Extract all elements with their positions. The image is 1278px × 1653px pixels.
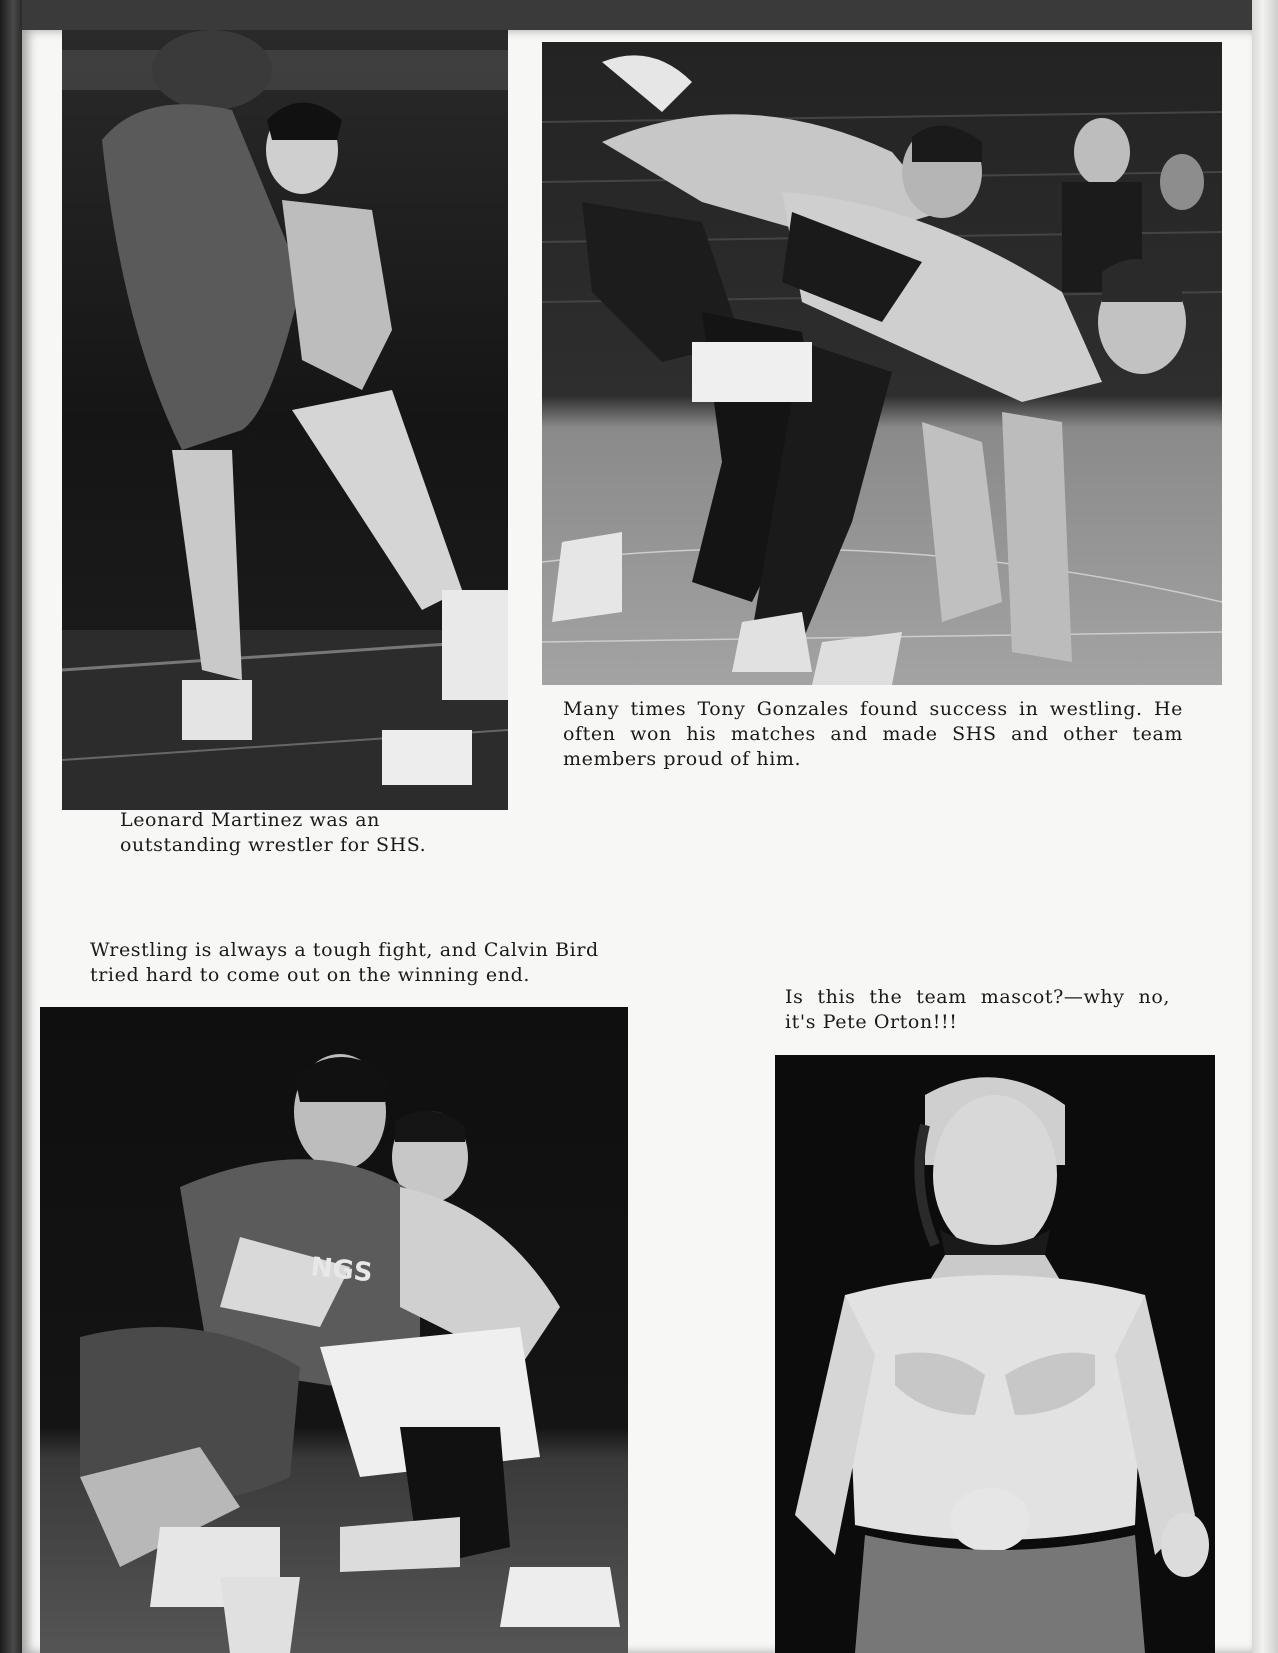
caption-pete-orton: Is this the team mascot?—why no, it's Pete Orton!!! [785,986,1170,1033]
photo-calvin-bird [40,1007,628,1653]
caption-leonard-martinez: Leonard Martinez was an outstanding wrestler for SHS. [120,809,427,856]
caption-calvin-bird: Wrestling is always a tough fight, and Calvin Bird tried hard to come out on the winning end. [90,939,599,986]
caption-tony-gonzales: Many times Tony Gonzales found success in westling. He often won his matches and made SHS and other team members proud of him. [563,698,1183,770]
photo-tony-gonzales [542,42,1222,685]
page-edge [1252,0,1278,1653]
photo-pete-orton [775,1055,1215,1653]
photo-leonard-martinez [62,30,508,810]
book-binding [0,0,22,1653]
singlet-lettering: NGS [309,1252,374,1289]
